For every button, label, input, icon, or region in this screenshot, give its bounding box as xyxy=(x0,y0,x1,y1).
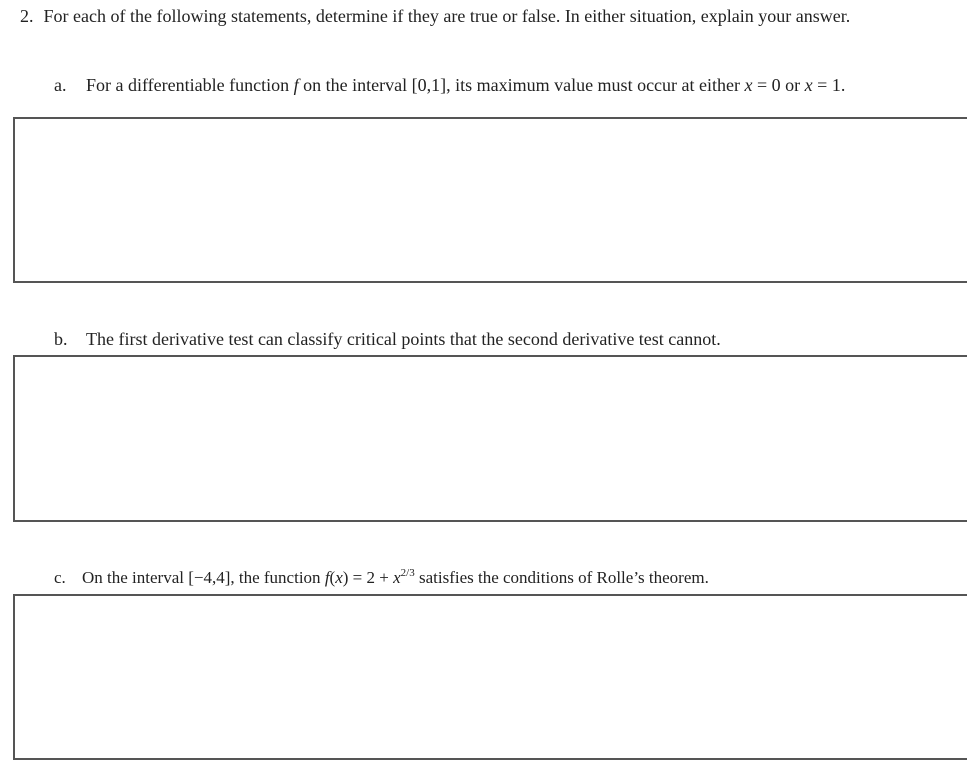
part-b-statement xyxy=(54,328,721,350)
question-number: 2. xyxy=(20,6,34,26)
answer-box-c[interactable] xyxy=(13,594,967,760)
part-c-statement xyxy=(54,567,709,589)
part-a-text-3: = 0 or xyxy=(752,75,805,95)
part-b-letter: b. xyxy=(54,329,68,349)
part-a-statement xyxy=(54,74,845,96)
part-c-math-f: f xyxy=(324,568,330,587)
part-a-text-1: For a differentiable function xyxy=(86,75,294,95)
part-c-math-x1: x xyxy=(335,568,343,587)
part-c-letter: c. xyxy=(54,568,66,587)
question-prompt: For each of the following statements, determine if they are true or false. In either situation, explain your answer. xyxy=(43,6,851,26)
part-c-exponent: 2/3 xyxy=(400,567,415,579)
part-b-text: The first derivative test can classify critical points that the second derivative test cannot. xyxy=(86,329,721,349)
part-a-text-4: = 1. xyxy=(812,75,846,95)
part-a-math-x1: x xyxy=(744,75,753,95)
part-a-math-f: f xyxy=(293,75,299,95)
part-c-text-1: On the interval [−4,4], the function xyxy=(82,568,325,587)
part-c-text-4: satisfies the conditions of Rolle’s theorem. xyxy=(414,568,709,587)
part-c-text-2: ( xyxy=(329,568,336,587)
answer-box-b[interactable] xyxy=(13,355,967,522)
part-a-math-x2: x xyxy=(804,75,813,95)
part-a-text-2: on the interval [0,1], its maximum value must occur at either xyxy=(298,75,745,95)
answer-box-a[interactable] xyxy=(13,117,967,283)
part-a-letter: a. xyxy=(54,75,67,95)
part-c-text-3: ) = 2 + xyxy=(342,568,394,587)
part-c-math-x2: x xyxy=(393,568,401,587)
question-2 xyxy=(20,5,850,27)
